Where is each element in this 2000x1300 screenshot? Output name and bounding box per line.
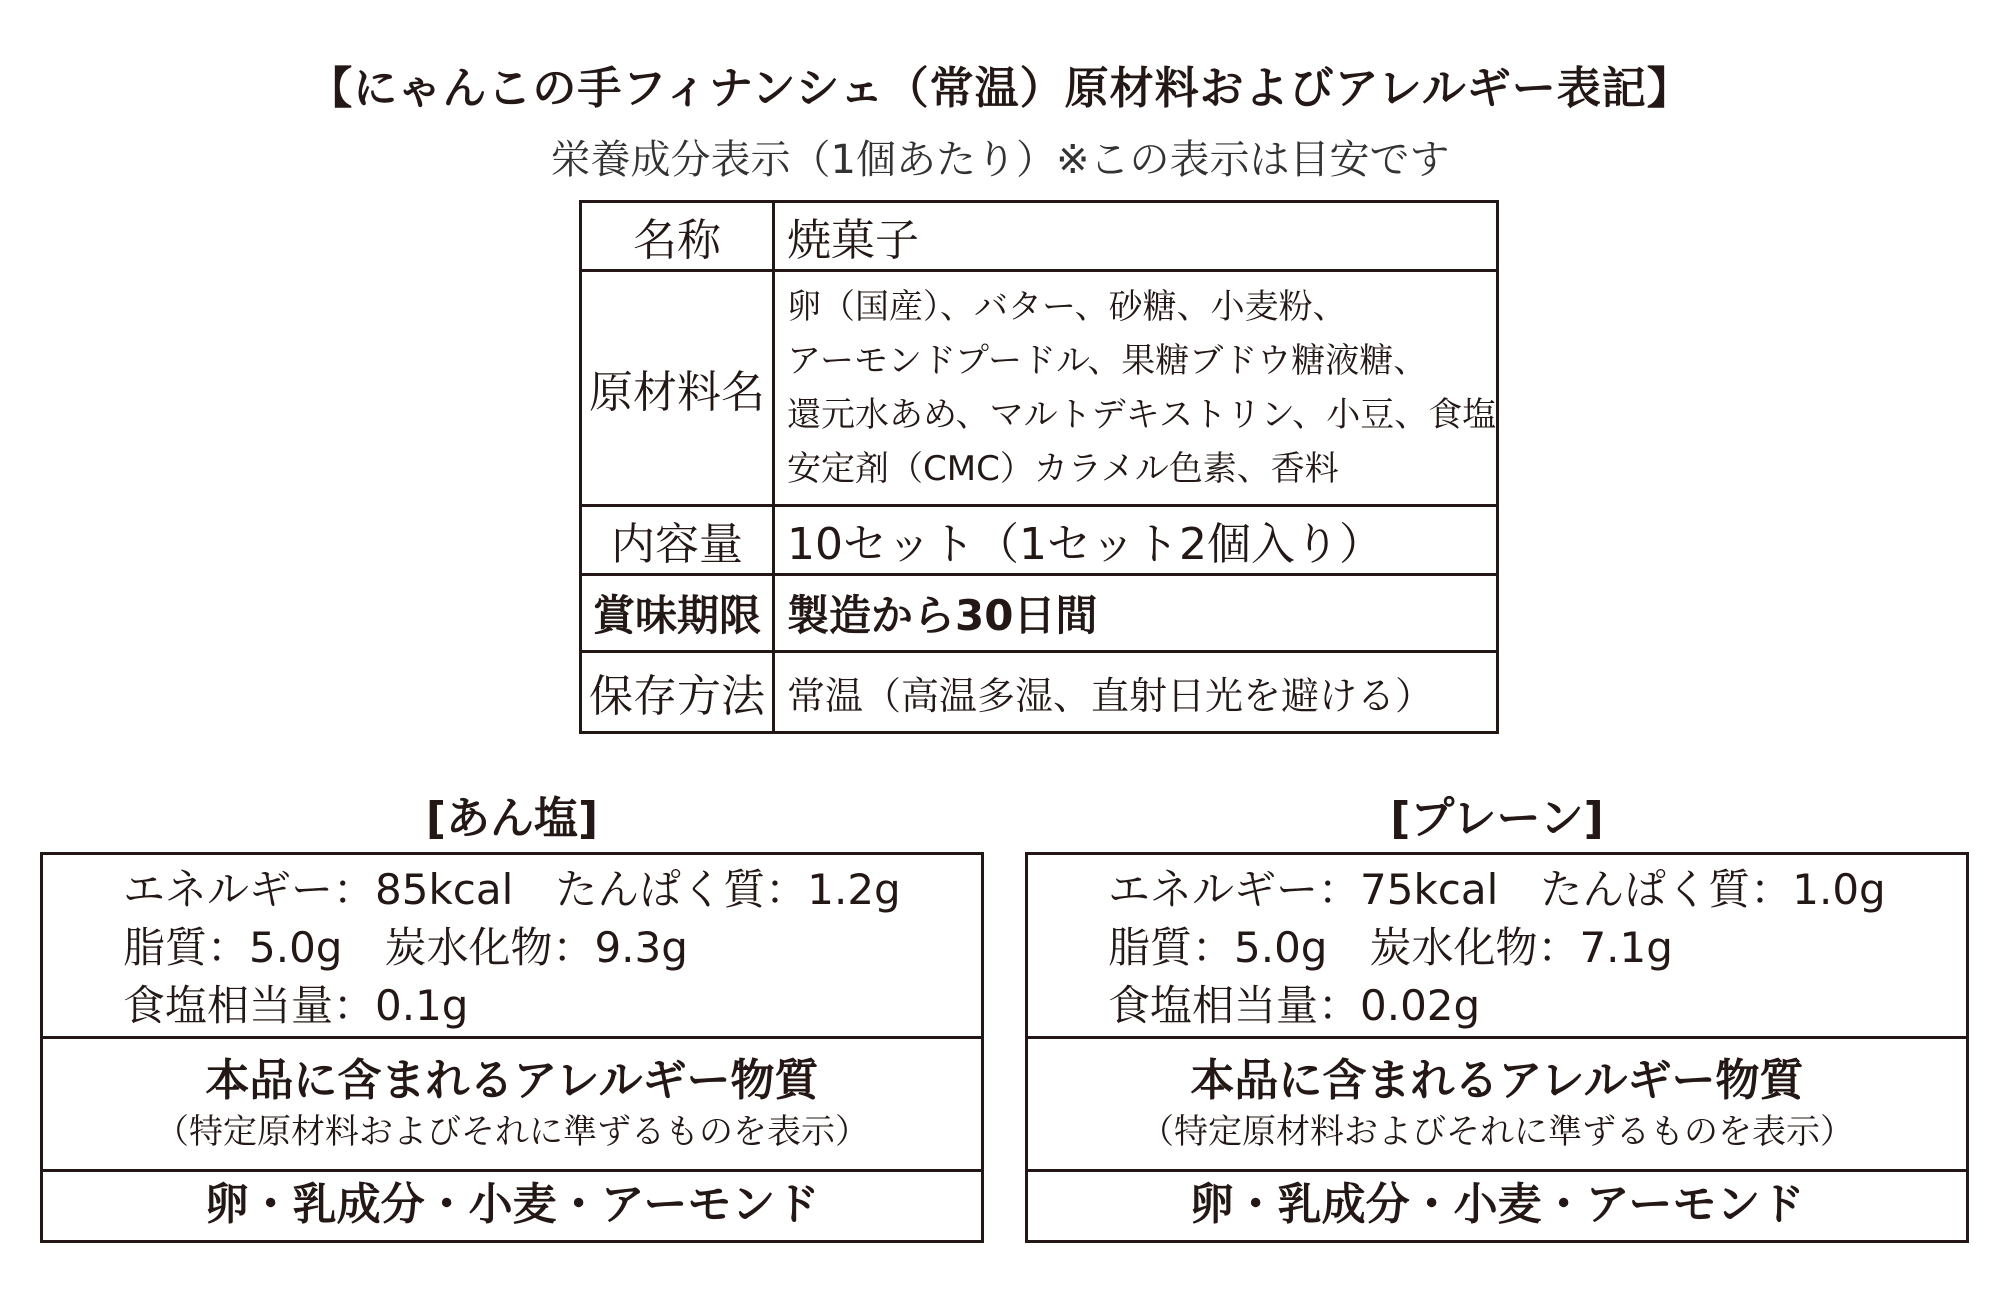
product-spec-table — [579, 200, 1499, 734]
allergen-note: （特定原材料およびそれに準ずるものを表示） — [155, 1112, 869, 1152]
spec-row-best-before — [581, 575, 1498, 652]
nutrition-note: 栄養成分表示（1個あたり）※この表示は目安です — [550, 137, 1450, 183]
ingredient-line: 安定剤（CMC）カラメル色素、香料 — [787, 449, 1339, 489]
nutrition-facts — [43, 855, 981, 1039]
nutrition-line: エネルギー：75kcal たんぱく質：1.0g — [1108, 865, 1886, 914]
nutrition-line: 食塩相当量：0.1g — [123, 981, 469, 1030]
ingredient-line: 卵（国産）、バター、砂糖、小麦粉、 — [787, 287, 1347, 327]
nutrition-line: 脂質：5.0g 炭水化物：7.1g — [1108, 923, 1673, 972]
allergen-title: 本品に含まれるアレルギー物質 — [1190, 1055, 1804, 1106]
spec-value: 焼菓子 — [774, 202, 1498, 271]
variant-title-anshio: [あん塩] — [425, 793, 599, 844]
variant-title-plain: [プレーン] — [1390, 793, 1604, 844]
allergen-list: 卵・乳成分・小麦・アーモンド — [204, 1179, 820, 1230]
spec-value: 常温（高温多湿、直射日光を避ける） — [774, 652, 1498, 733]
spec-key: 原材料名 — [581, 271, 774, 506]
nutrition-line: エネルギー：85kcal たんぱく質：1.2g — [123, 865, 901, 914]
spec-key: 名称 — [581, 202, 774, 271]
ingredient-line: アーモンドプードル、果糖ブドウ糖液糖、 — [787, 341, 1428, 381]
spec-key: 保存方法 — [581, 652, 774, 733]
spec-row-name — [581, 202, 1498, 271]
spec-row-contents — [581, 506, 1498, 575]
variant-box-plain — [1025, 852, 1969, 1243]
spec-key: 内容量 — [581, 506, 774, 575]
allergen-list: 卵・乳成分・小麦・アーモンド — [1189, 1179, 1805, 1230]
spec-row-ingredients — [581, 271, 1498, 506]
spec-row-storage — [581, 652, 1498, 733]
spec-key: 賞味期限 — [581, 575, 774, 652]
nutrition-facts — [1028, 855, 1966, 1039]
nutrition-line: 食塩相当量：0.02g — [1108, 981, 1481, 1030]
ingredient-line: 還元水あめ、マルトデキストリン、小豆、食塩 — [787, 395, 1497, 435]
page-title: 【にゃんこの手フィナンシェ（常温）原材料およびアレルギー表記】 — [308, 63, 1692, 114]
allergen-header — [1028, 1039, 1966, 1172]
spec-value: 10セット（1セット2個入り） — [774, 506, 1498, 575]
variant-box-anshio — [40, 852, 984, 1243]
allergen-note: （特定原材料およびそれに準ずるものを表示） — [1140, 1112, 1854, 1152]
allergen-header — [43, 1039, 981, 1172]
ingredients-list — [774, 271, 1498, 506]
allergen-title: 本品に含まれるアレルギー物質 — [205, 1055, 819, 1106]
nutrition-line: 脂質：5.0g 炭水化物：9.3g — [123, 923, 688, 972]
spec-value: 製造から30日間 — [774, 575, 1498, 652]
